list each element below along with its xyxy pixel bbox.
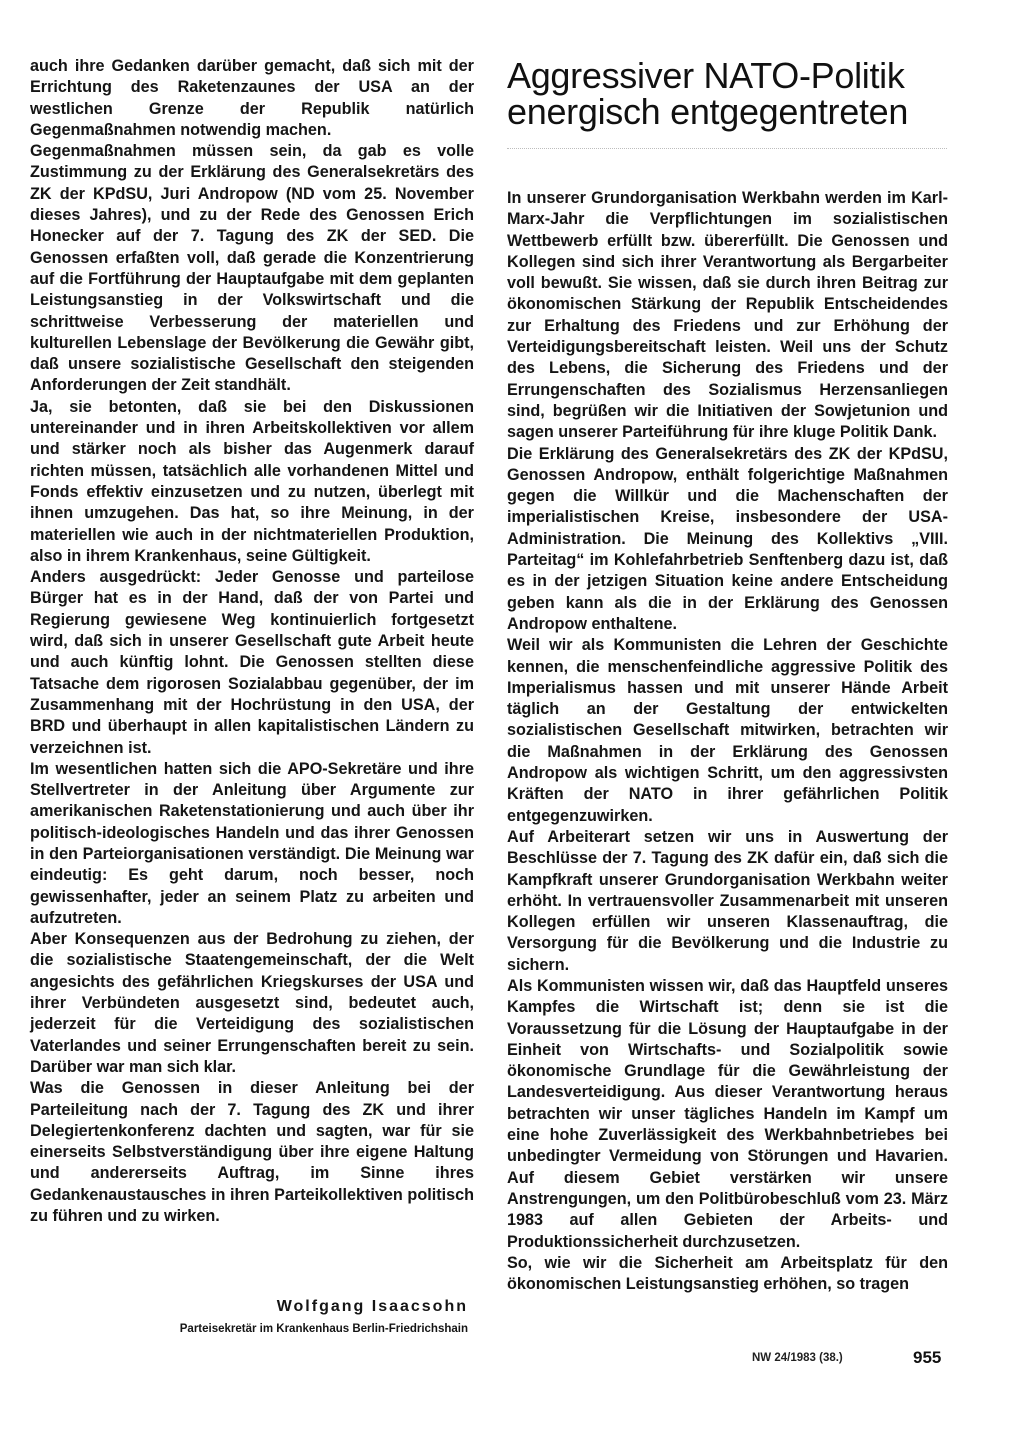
headline-line-1: Aggressiver NATO-Politik <box>507 55 905 96</box>
right-paragraph-4: Auf Arbeiterart setzen wir uns in Auswertung der Beschlüsse der 7. Tagung des ZK dafür ein, daß sich die Kampfkraft unserer Grundorganisation Werkbahn weiter erhöht. In vertrauensvoller Zusammenarbeit mit unseren Kollegen erfüllen wir unseren Klassenauftrag, die Versorgung für die Bevölkerung und die Industrie zu sichern. <box>507 827 948 974</box>
right-paragraph-3: Weil wir als Kommunisten die Lehren der Geschichte kennen, die menschenfeindliche aggressive Politik des Imperialismus hassen und mit unserer Hände Arbeit täglich an der Gestaltung der entwickelten sozialistischen Gesellschaft mitwirken, betrachten wir die Maßnahmen in der Erklärung des Genossen Andropow als wichtigen Schritt, um den aggressivsten Kräften der NATO in ihrer gefährlichen Politik entgegenzuwirken. <box>507 636 948 825</box>
left-article-column <box>30 56 474 1227</box>
article-author: Wolfgang Isaacsohn <box>276 1298 468 1315</box>
left-paragraph-6: Aber Konsequenzen aus der Bedrohung zu ziehen, der die sozialistische Staatengemeinschaft, der die Welt angesichts des gefährlichen Kriegskurses der USA und ihrer Verbündeten ausgesetzt sind, bedeutet auch, jederzeit für die Verteidigung des sozialistischen Vaterlandes und seiner Errungenschaften bereit zu sein. Darüber war man sich klar. <box>30 930 474 1076</box>
right-paragraph-2: Die Erklärung des Generalsekretärs des ZK der KPdSU, Genossen Andropow, enthält folgerichtige Maßnahmen gegen die Willkür und die Machenschaften der imperialistischen Kreise, insbesondere der USA-Administration. Die Meinung des Kollektivs „VIII. Parteitag“ im Kohlefahrbetrieb Senftenberg dazu ist, daß es in der jetzigen Situation keine andere Entscheidung geben kann als die in der Erklärung des Genossen Andropow enthaltene. <box>507 444 948 633</box>
right-article-column <box>507 188 948 1295</box>
author-affiliation: Parteisekretär im Krankenhaus Berlin-Friedrichshain <box>179 1323 468 1335</box>
left-paragraph-2: Gegenmaßnahmen müssen sein, da gab es volle Zustimmung zu der Erklärung des Generalsekretärs des ZK der KPdSU, Juri Andropow (ND vom 25. November dieses Jahres), und zu der Rede des Genossen Erich Honecker auf der 7. Tagung des ZK der SED. Die Genossen erfaßten voll, daß gerade die Konzentrierung auf die Fortführung der Hauptaufgabe mit dem geplanten Leistungsanstieg in der Volkswirtschaft und die schrittweise Verbesserung der materiellen und kulturellen Lebenslage der Bevölkerung die Gewähr gibt, daß unsere sozialistische Gesellschaft den steigenden Anforderungen der Zeit standhält. <box>30 142 474 395</box>
article-headline <box>507 55 967 132</box>
headline-line-2: energisch entgegentreten <box>507 91 909 132</box>
left-paragraph-3: Ja, sie betonten, daß sie bei den Diskussionen untereinander und in ihren Arbeitskollektiven vor allem und stärker noch als bisher das Augenmerk darauf richten müssen, tatsächlich alle vorhandenen Mittel und Fonds effektiv einzusetzen und zu nutzen, überlegt mit ihnen umzugehen. Das hat, so ihre Meinung, in der materiellen wie auch in der nichtmateriellen Produktion, also in ihrem Krankenhaus, seine Gültigkeit. <box>30 397 474 565</box>
left-paragraph-4: Anders ausgedrückt: Jeder Genosse und parteilose Bürger hat es in der Hand, daß der von Partei und Regierung gewiesene Weg kontinuierlich fortgesetzt wird, daß sich in unserer Gesellschaft gute Arbeit heute und auch künftig lohnt. Die Genossen stellten diese Tatsache dem rigorosen Sozialabbau gegenüber, der im Zusammenhang mit der Hochrüstung in den USA, der BRD und überhaupt in allen kapitalistischen Ländern zu verzeichnen ist. <box>30 568 474 757</box>
left-paragraph-5: Im wesentlichen hatten sich die APO-Sekretäre und ihre Stellvertreter in der Anleitung über Argumente zur amerikanischen Raketenstationierung und auch über ihr politisch-ideologisches Handeln und das ihrer Genossen in den Parteiorganisationen verständigt. Die Meinung war eindeutig: Es geht darum, noch besser, noch gewissenhafter, jeder an seinem Platz zu arbeiten und aufzutreten. <box>30 759 474 927</box>
page-number: 955 <box>913 1348 942 1367</box>
right-paragraph-6: So, wie wir die Sicherheit am Arbeitsplatz für den ökonomischen Leistungsanstieg erhöhen, so tragen <box>507 1253 948 1294</box>
headline-divider <box>507 148 947 149</box>
left-paragraph-1: auch ihre Gedanken darüber gemacht, daß sich mit der Errichtung des Raketenzaunes der USA an der westlichen Grenze der Republik natürlich Gegenmaßnahmen notwendig machen. <box>30 57 474 139</box>
left-paragraph-7: Was die Genossen in dieser Anleitung bei der Parteileitung nach der 7. Tagung des ZK und ihrer Delegiertenkonferenz dachten und sagten, war für sie einerseits Selbstverständigung über ihre eigene Haltung und andererseits Auftrag, im Sinne ihres Gedankenaustausches in ihren Parteikollektiven politisch zu führen und zu wirken. <box>30 1079 474 1226</box>
right-paragraph-1: In unserer Grundorganisation Werkbahn werden im Karl-Marx-Jahr die Verpflichtungen im sozialistischen Wettbewerb erfüllt bzw. übererfüllt. Die Genossen und Kollegen sind sich ihrer Verantwortung als Bergarbeiter voll bewußt. Sie wissen, daß sie durch ihren Beitrag zur ökonomischen Stärkung der Republik Entscheidendes zur Erhaltung des Friedens und zur Erhöhung der Verteidigungsbereitschaft leisten. Weil uns der Schutz des Lebens, die Sicherung des Friedens und der Errungenschaften des Sozialismus Herzensanliegen sind, begrüßen wir die Initiativen der Sowjetunion und sagen unserer Parteiführung für ihre kluge Politik Dank. <box>507 189 948 442</box>
right-paragraph-5: Als Kommunisten wissen wir, daß das Hauptfeld unseres Kampfes die Wirtschaft ist; denn sie ist die Voraussetzung für die Lösung der Hauptaufgabe in der Einheit von Wirtschafts- und Sozialpolitik sowie ökonomische Grundlage für die Gewährleistung der Landesverteidigung. Aus dieser Verantwortung heraus betrachten wir unser tägliches Handeln im Kampf um eine hohe Zuverlässigkeit des Werkbahnbetriebes bei unbedingter Vermeidung von Störungen und Havarien. Auf diesem Gebiet verstärken wir unsere Anstrengungen, um den Politbürobeschluß vom 23. März 1983 auf allen Gebieten der Arbeits- und Produktionssicherheit durchzusetzen. <box>507 976 948 1251</box>
issue-reference: NW 24/1983 (38.) <box>752 1352 843 1364</box>
